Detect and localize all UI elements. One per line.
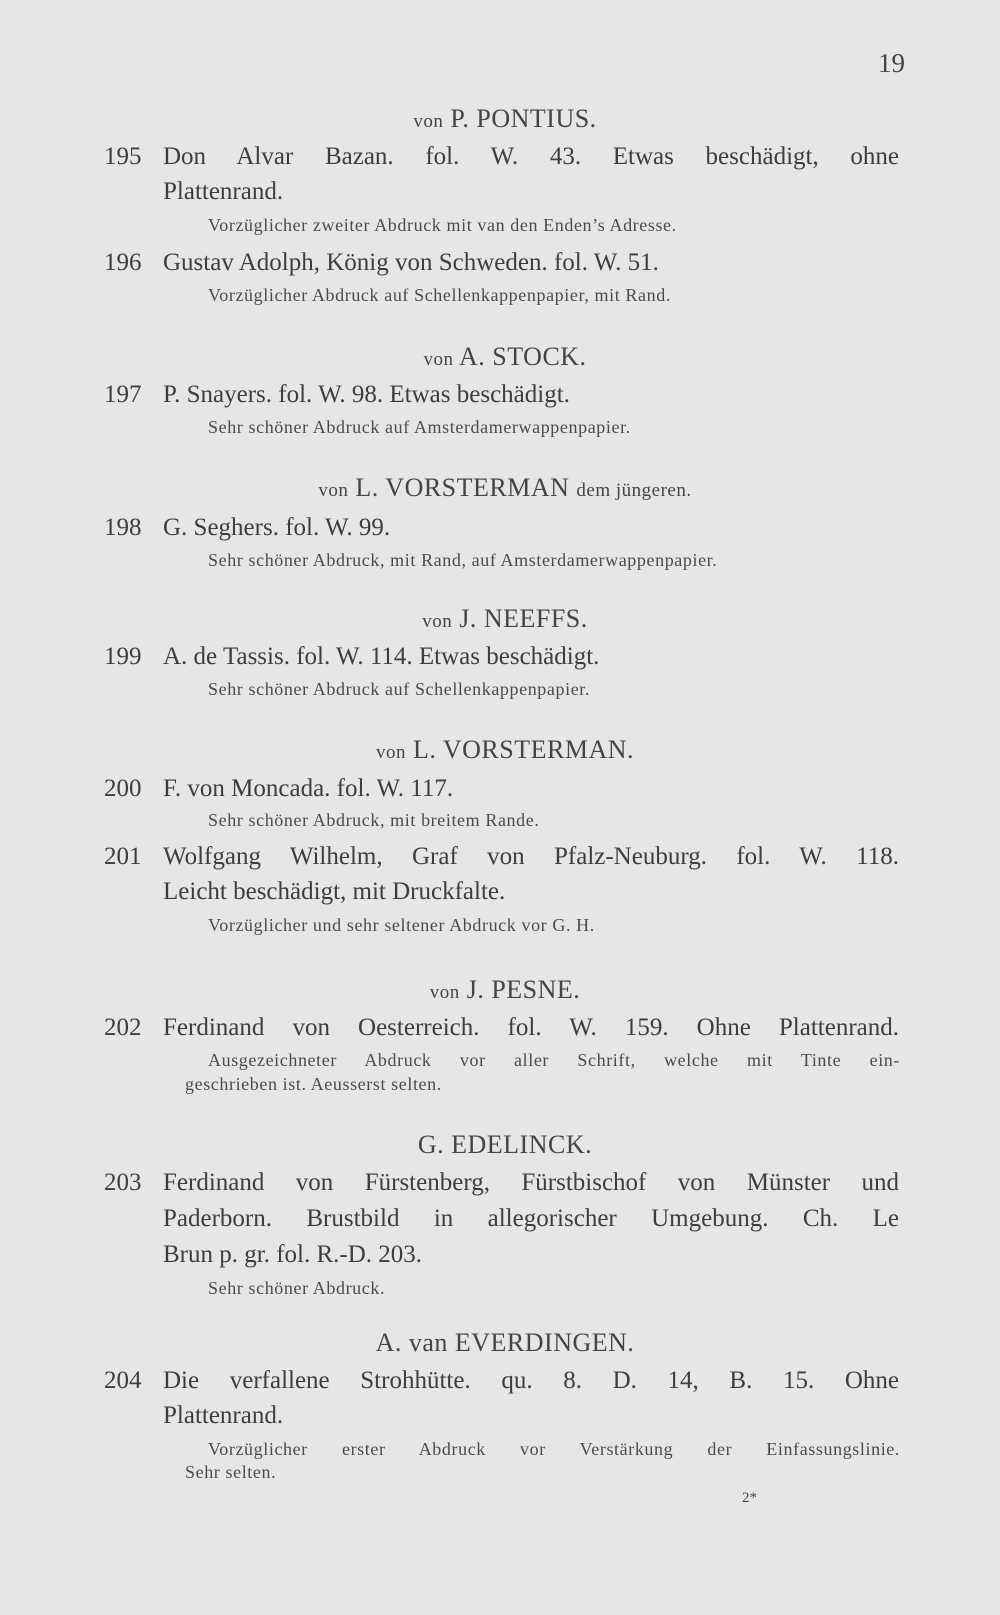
- entry-number: 203: [104, 1169, 142, 1196]
- entry-text-line: Brun p. gr. fol. R.-D. 203.: [163, 1241, 423, 1268]
- heading-name: L. VORSTERMAN.: [412, 735, 635, 764]
- heading-name: G. EDELINCK.: [417, 1130, 593, 1159]
- heading-name: A. STOCK.: [459, 342, 587, 371]
- heading-name: L. VORSTERMAN: [355, 473, 570, 502]
- entry-note: Sehr schöner Abdruck auf Schellenkappenpapier.: [208, 679, 590, 699]
- entry-number: 199: [104, 643, 142, 670]
- entry-note: Sehr schöner Abdruck, mit breitem Rande.: [208, 810, 540, 830]
- heading-prefix: von: [375, 742, 406, 763]
- heading-name: A. van EVERDINGEN.: [375, 1328, 635, 1357]
- section-heading: [160, 975, 850, 1005]
- entry-note: Vorzüglicher zweiter Abdruck mit van den Enden’s Adresse.: [208, 215, 677, 235]
- entry-note: Vorzüglicher erster Abdruck vor Verstärkung der Einfassungslinie.: [208, 1439, 900, 1459]
- entry-number: 195: [104, 143, 142, 170]
- entry-text-line: Leicht beschädigt, mit Druckfalte.: [163, 878, 506, 905]
- section-heading: [160, 735, 850, 765]
- section-heading: [160, 1328, 850, 1358]
- entry-text-line: Plattenrand.: [163, 1402, 284, 1429]
- entry-text-line: G. Seghers. fol. W. 99.: [163, 514, 391, 541]
- page-number: 19: [878, 48, 905, 78]
- entry-note: Vorzüglicher und sehr seltener Abdruck vor G. H.: [208, 915, 595, 935]
- entry-number: 200: [104, 775, 142, 802]
- entry-note: Sehr selten.: [185, 1462, 277, 1482]
- heading-name: J. PESNE.: [466, 975, 581, 1004]
- entry-note: Sehr schöner Abdruck auf Amsterdamerwappenpapier.: [208, 417, 631, 437]
- entry-text-line: Plattenrand.: [163, 178, 284, 205]
- heading-prefix: von: [318, 480, 349, 501]
- entry-text-line: Die verfallene Strohhütte. qu. 8. D. 14, B. 15. Ohne: [163, 1367, 899, 1394]
- heading-prefix: von: [429, 982, 460, 1003]
- entry-text-line: F. von Moncada. fol. W. 117.: [163, 775, 454, 802]
- heading-prefix: von: [413, 111, 444, 132]
- entry-note: Ausgezeichneter Abdruck vor aller Schrift, welche mit Tinte ein-: [208, 1050, 900, 1070]
- heading-prefix: von: [422, 611, 453, 632]
- heading-name: J. NEEFFS.: [459, 604, 588, 633]
- entry-number: 202: [104, 1014, 142, 1041]
- entry-note: geschrieben ist. Aeusserst selten.: [185, 1074, 442, 1094]
- entry-number: 197: [104, 381, 142, 408]
- entry-text-line: Ferdinand von Fürstenberg, Fürstbischof von Münster und: [163, 1169, 899, 1196]
- entry-text-line: Ferdinand von Oesterreich. fol. W. 159. Ohne Plattenrand.: [163, 1014, 899, 1041]
- section-heading: [160, 1130, 850, 1160]
- signature-mark: 2*: [742, 1490, 757, 1506]
- entry-text-line: Gustav Adolph, König von Schweden. fol. W. 51.: [163, 249, 659, 276]
- entry-number: 201: [104, 843, 142, 870]
- entry-note: Vorzüglicher Abdruck auf Schellenkappenpapier, mit Rand.: [208, 285, 671, 305]
- entry-number: 196: [104, 249, 142, 276]
- section-heading: [160, 604, 850, 634]
- entry-note: Sehr schöner Abdruck, mit Rand, auf Amsterdamerwappenpapier.: [208, 550, 718, 570]
- heading-name: P. PONTIUS.: [450, 104, 597, 133]
- heading-prefix: von: [423, 349, 454, 370]
- section-heading: [160, 342, 850, 372]
- entry-note: Sehr schöner Abdruck.: [208, 1278, 386, 1298]
- entry-text-line: P. Snayers. fol. W. 98. Etwas beschädigt.: [163, 381, 570, 408]
- section-heading: [160, 104, 850, 134]
- section-heading: [160, 473, 850, 503]
- entry-number: 204: [104, 1367, 142, 1394]
- heading-suffix: dem jüngeren.: [576, 480, 692, 501]
- entry-number: 198: [104, 514, 142, 541]
- entry-text-line: Don Alvar Bazan. fol. W. 43. Etwas beschädigt, ohne: [163, 143, 899, 170]
- entry-text-line: A. de Tassis. fol. W. 114. Etwas beschädigt.: [163, 643, 600, 670]
- entry-text-line: Wolfgang Wilhelm, Graf von Pfalz-Neuburg. fol. W. 118.: [163, 843, 899, 870]
- entry-text-line: Paderborn. Brustbild in allegorischer Umgebung. Ch. Le: [163, 1205, 899, 1232]
